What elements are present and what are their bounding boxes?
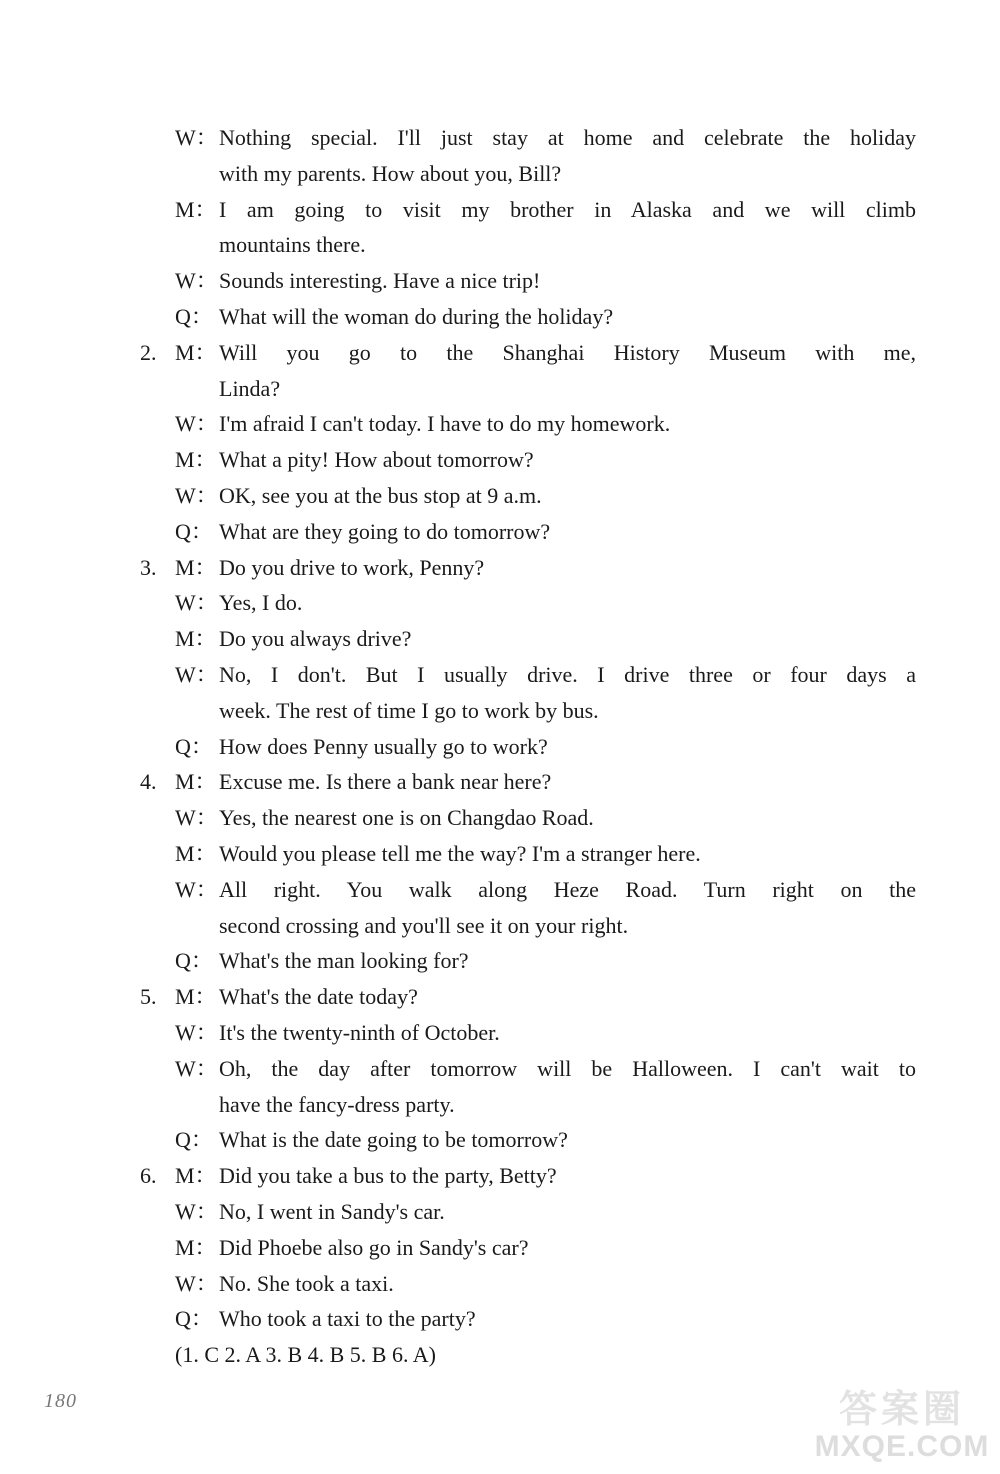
- dialogue-line: Do you drive to work, Penny?: [219, 554, 485, 580]
- answer-key: (1. C 2. A 3. B 4. B 5. B 6. A): [175, 1342, 436, 1368]
- dialogue-line-continued: Linda?: [219, 375, 281, 401]
- dialogue-line-continued: mountains there.: [219, 232, 366, 258]
- dialogue-line-continued: with my parents. How about you, Bill?: [219, 160, 562, 186]
- dialogue-line: What a pity! How about tomorrow?: [219, 447, 534, 473]
- dialogue-line: It's the twenty-ninth of October.: [219, 1020, 500, 1045]
- dialogue-line: Who took a taxi to the party?: [219, 1306, 476, 1332]
- speaker-label: M：: [175, 447, 217, 473]
- dialogue-line: No, I went in Sandy's car.: [219, 1199, 445, 1224]
- speaker-label: W：: [175, 411, 218, 437]
- dialogue-line: What is the date going to be tomorrow?: [219, 1127, 568, 1153]
- speaker-label: W：: [175, 1055, 218, 1081]
- speaker-label: Q：: [175, 733, 213, 759]
- dialogue-line: All right. You walk along Heze Road. Turn right on the: [219, 876, 916, 902]
- watermark-site: MXQE.COM: [814, 1430, 990, 1463]
- speaker-label: W：: [175, 662, 218, 687]
- dialogue-line: No, I don't. But I usually drive. I drive three or four days a: [219, 662, 916, 687]
- speaker-label: Q：: [175, 518, 213, 544]
- dialogue-line: Yes, I do.: [219, 590, 303, 616]
- conversation-number: 3.: [140, 554, 157, 580]
- page-number: 180: [44, 1390, 77, 1412]
- dialogue-line: Did Phoebe also go in Sandy's car?: [219, 1234, 529, 1260]
- speaker-label: W：: [175, 590, 218, 616]
- speaker-label: M：: [175, 339, 217, 365]
- dialogue-line: Do you always drive?: [219, 626, 412, 652]
- dialogue-line-continued: second crossing and you'll see it on your right.: [219, 912, 629, 938]
- dialogue-line-continued: have the fancy-dress party.: [219, 1091, 455, 1117]
- conversation-number: 6.: [140, 1163, 157, 1189]
- speaker-label: Q：: [175, 1127, 213, 1153]
- speaker-label: M：: [175, 196, 217, 222]
- dialogue-line: How does Penny usually go to work?: [219, 733, 548, 759]
- dialogue-line: Will you go to the Shanghai History Museum with me,: [219, 339, 916, 365]
- dialogue-line: Excuse me. Is there a bank near here?: [219, 769, 552, 795]
- speaker-label: M：: [175, 769, 217, 795]
- dialogue-line: Did you take a bus to the party, Betty?: [219, 1163, 557, 1189]
- speaker-label: Q：: [175, 304, 213, 329]
- dialogue-line: OK, see you at the bus stop at 9 a.m.: [219, 483, 542, 508]
- dialogue-line: What are they going to do tomorrow?: [219, 518, 551, 544]
- speaker-label: M：: [175, 1163, 217, 1189]
- dialogue-line: I'm afraid I can't today. I have to do my homework.: [219, 411, 671, 437]
- watermark: [812, 1386, 992, 1468]
- speaker-label: Q：: [175, 1306, 213, 1332]
- dialogue-line-continued: week. The rest of time I go to work by bus.: [219, 697, 599, 723]
- conversation-number: 4.: [140, 769, 157, 795]
- dialogue-line: What's the man looking for?: [219, 948, 469, 974]
- dialogue-line: Yes, the nearest one is on Changdao Road.: [219, 805, 594, 831]
- dialogue-line: What's the date today?: [219, 984, 418, 1010]
- speaker-label: W：: [175, 1270, 218, 1296]
- dialogue-line: Would you please tell me the way? I'm a stranger here.: [219, 841, 701, 866]
- dialogue-line: Oh, the day after tomorrow will be Halloween. I can't wait to: [219, 1055, 916, 1081]
- speaker-label: M：: [175, 984, 217, 1010]
- speaker-label: W：: [175, 125, 218, 150]
- speaker-label: W：: [175, 805, 218, 831]
- speaker-label: M：: [175, 626, 217, 652]
- speaker-label: Q：: [175, 948, 213, 974]
- speaker-label: W：: [175, 1199, 218, 1224]
- speaker-label: M：: [175, 1234, 217, 1260]
- dialogue-line: I am going to visit my brother in Alaska and we will climb: [219, 196, 916, 222]
- speaker-label: M：: [175, 554, 217, 580]
- dialogue-line: No. She took a taxi.: [219, 1270, 394, 1296]
- conversation-number: 2.: [140, 339, 157, 365]
- speaker-label: W：: [175, 268, 218, 294]
- conversation-number: 5.: [140, 984, 157, 1010]
- dialogue-line: Nothing special. I'll just stay at home and celebrate the holiday: [219, 125, 916, 150]
- speaker-label: W：: [175, 1020, 218, 1045]
- speaker-label: W：: [175, 876, 218, 902]
- dialogue-line: What will the woman do during the holiday?: [219, 304, 614, 329]
- speaker-label: M：: [175, 841, 217, 866]
- speaker-label: W：: [175, 483, 218, 508]
- dialogue-line: Sounds interesting. Have a nice trip!: [219, 268, 541, 294]
- watermark-logo: 答案圈: [838, 1387, 965, 1431]
